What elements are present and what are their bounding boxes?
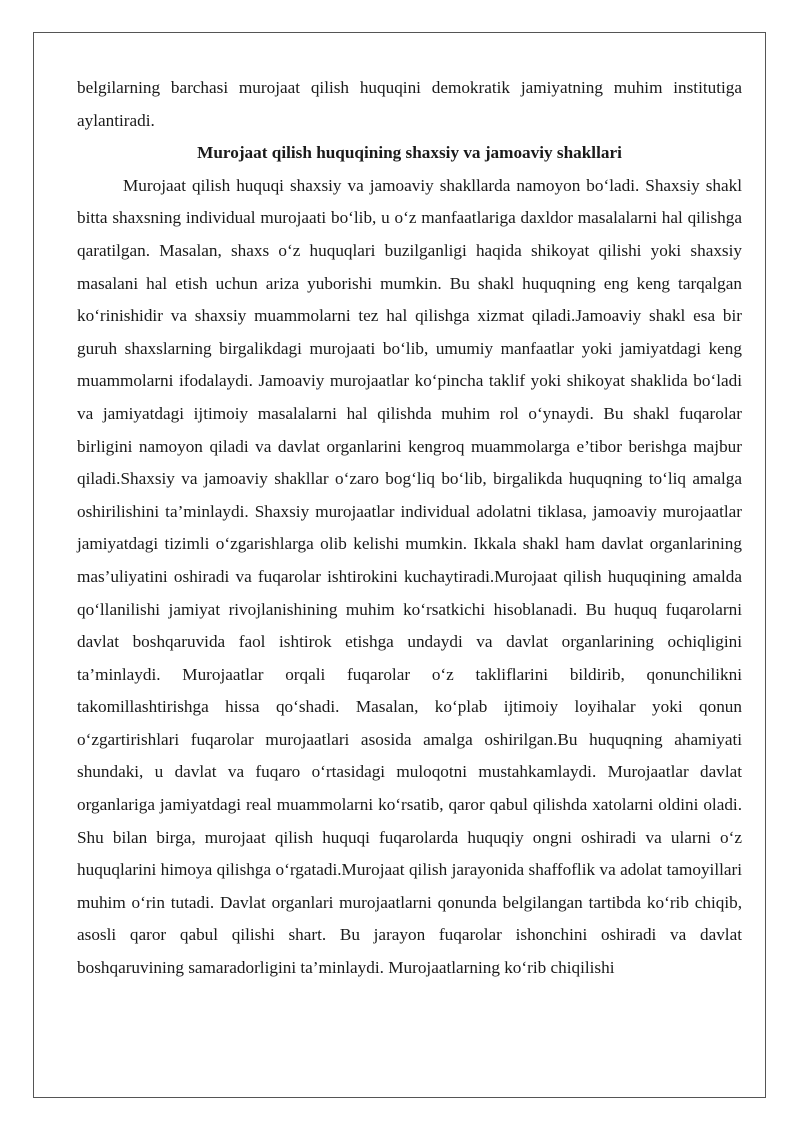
intro-paragraph: belgilarning barchasi murojaat qilish huquqini demokratik jamiyatning muhim institutiga aylantiradi.	[77, 78, 742, 130]
document-body	[77, 72, 742, 985]
section-heading: Murojaat qilish huquqining shaxsiy va jamoaviy shakllari	[197, 143, 622, 163]
body-paragraph: Murojaat qilish huquqi shaxsiy va jamoaviy shakllarda namoyon bo‘ladi. Shaxsiy shakl bitta shaxsning individual murojaati bo‘lib, u o‘z manfaatlariga daxldor masalalarni hal qilishga qaratilgan. Masalan, shaxs o‘z huquqlari buzilganligi haqida shikoyat qilishi yoki shaxsiy masalani hal etish uchun ariza yuborishi mumkin. Bu shakl huquqning eng keng tarqalgan ko‘rinishidir va shaxsiy muammolarni tez hal qilishga xizmat qiladi.Jamoaviy shakl esa bir guruh shaxslarning birgalikdagi murojaati bo‘lib, umumiy manfaatlar yoki jamiyatdagi keng muammolarni ifodalaydi. Jamoaviy murojaatlar ko‘pincha taklif yoki shikoyat shaklida bo‘ladi va jamiyatdagi ijtimoiy masalalarni hal qilishda muhim rol o‘ynaydi. Bu shakl fuqarolar birligini namoyon qiladi va davlat organlarini kengroq muammolarga e’tibor berishga majbur qiladi.Shaxsiy va jamoaviy shakllar o‘zaro bog‘liq bo‘lib, birgalikda huquqning to‘liq amalga oshirilishini ta’minlaydi. Shaxsiy murojaatlar individual adolatni tiklasa, jamoaviy murojaatlar jamiyatdagi tizimli o‘zgarishlarga olib kelishi mumkin. Ikkala shakl ham davlat organlarining mas’uliyatini oshiradi va fuqarolar ishtirokini kuchaytiradi.Murojaat qilish huquqining amalda qo‘llanilishi jamiyat rivojlanishining muhim ko‘rsatkichi hisoblanadi. Bu huquq fuqarolarni davlat boshqaruvida faol ishtirok etishga undaydi va davlat organlarining ochiqligini ta’minlaydi. Murojaatlar orqali fuqarolar o‘z takliflarini bildirib, qonunchilikni takomillashtirishga hissa qo‘shadi. Masalan, ko‘plab ijtimoiy loyihalar yoki qonun o‘zgartirishlari fuqarolar murojaatlari asosida amalga oshirilgan.Bu huquqning ahamiyati shundaki, u davlat va fuqaro o‘rtasidagi muloqotni mustahkamlaydi. Murojaatlar davlat organlariga jamiyatdagi real muammolarni ko‘rsatib, qaror qabul qilishda xatolarni oldini oladi. Shu bilan birga, murojaat qilish huquqi fuqarolarda huquqiy ongni oshiradi va ularni o‘z huquqlarini himoya qilishga o‘rgatadi.Murojaat qilish jarayonida shaffoflik va adolat tamoyillari muhim o‘rin tutadi. Davlat organlari murojaatlarni qonunda belgilangan tartibda ko‘rib chiqib, asosli qaror qabul qilishi shart. Bu jarayon fuqarolar ishonchini oshiradi va davlat boshqaruvining samaradorligini ta’minlaydi. Murojaatlarning ko‘rib chiqilishi	[77, 175, 742, 978]
